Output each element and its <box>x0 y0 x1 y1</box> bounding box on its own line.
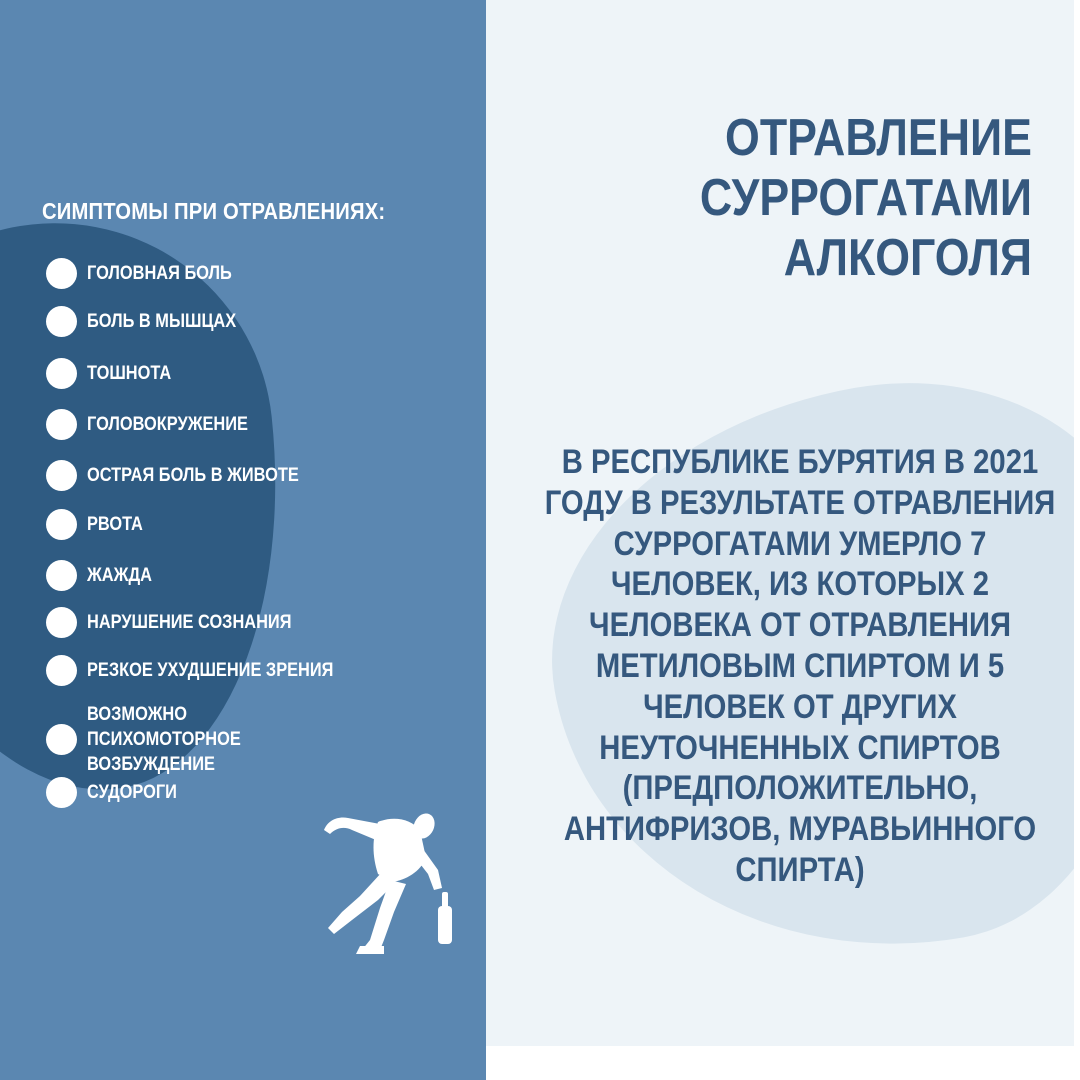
symptom-label: БОЛЬ В МЫШЦАХ <box>87 310 237 332</box>
symptom-item <box>46 409 467 440</box>
symptom-item <box>46 607 467 638</box>
symptom-label: РЕЗКОЕ УХУДШЕНИЕ ЗРЕНИЯ <box>87 659 334 681</box>
symptom-label: ВОЗМОЖНО ПСИХОМОТОРНОЕ ВОЗБУЖДЕНИЕ <box>87 703 241 775</box>
symptom-item <box>46 655 467 686</box>
symptom-item <box>46 702 387 777</box>
bullet-dot-icon <box>46 777 77 808</box>
symptom-label: ГОЛОВОКРУЖЕНИЕ <box>87 413 248 435</box>
symptom-item <box>46 358 467 389</box>
symptom-item <box>46 509 467 540</box>
symptom-label: ОСТРАЯ БОЛЬ В ЖИВОТЕ <box>87 464 299 486</box>
symptom-label: СУДОРОГИ <box>87 781 177 803</box>
bullet-dot-icon <box>46 509 77 540</box>
info-paragraph: В РЕСПУБЛИКЕ БУРЯТИЯ В 2021 ГОДУ В РЕЗУЛЬТАТЕ ОТРАВЛЕНИЯ СУРРОГАТАМИ УМЕРЛО 7 ЧЕЛОВЕК, ИЗ КОТОРЫХ 2 ЧЕЛОВЕКА ОТ ОТРАВЛЕНИЯ МЕТИЛОВЫМ СПИРТОМ И 5 ЧЕЛОВЕК ОТ ДРУГИХ НЕУТОЧНЕННЫХ СПИРТОВ (ПРЕДПОЛОЖИТЕЛЬНО, АНТИФРИЗОВ, МУРАВЬИННОГО СПИРТА) <box>544 443 1056 889</box>
symptoms-heading: СИМПТОМЫ ПРИ ОТРАВЛЕНИЯХ: <box>42 198 386 224</box>
bullet-dot-icon <box>46 560 77 591</box>
symptom-item <box>46 306 467 337</box>
bullet-dot-icon <box>46 258 77 289</box>
symptom-label: ГОЛОВНАЯ БОЛЬ <box>87 262 232 284</box>
symptom-label: ТОШНОТА <box>87 362 172 384</box>
symptom-label: НАРУШЕНИЕ СОЗНАНИЯ <box>87 611 292 633</box>
page-title: ОТРАВЛЕНИЕ СУРРОГАТАМИ АЛКОГОЛЯ <box>699 109 1032 287</box>
symptom-label: РВОТА <box>87 513 143 535</box>
bullet-dot-icon <box>46 358 77 389</box>
bullet-dot-icon <box>46 724 77 755</box>
bullet-dot-icon <box>46 409 77 440</box>
bullet-dot-icon <box>46 607 77 638</box>
symptom-item <box>46 258 467 289</box>
falling-drunk-man-icon <box>320 800 470 960</box>
bullet-dot-icon <box>46 460 77 491</box>
symptom-label: ЖАЖДА <box>87 564 152 586</box>
symptom-item <box>46 560 467 591</box>
bullet-dot-icon <box>46 306 77 337</box>
bullet-dot-icon <box>46 655 77 686</box>
symptom-item <box>46 460 467 491</box>
